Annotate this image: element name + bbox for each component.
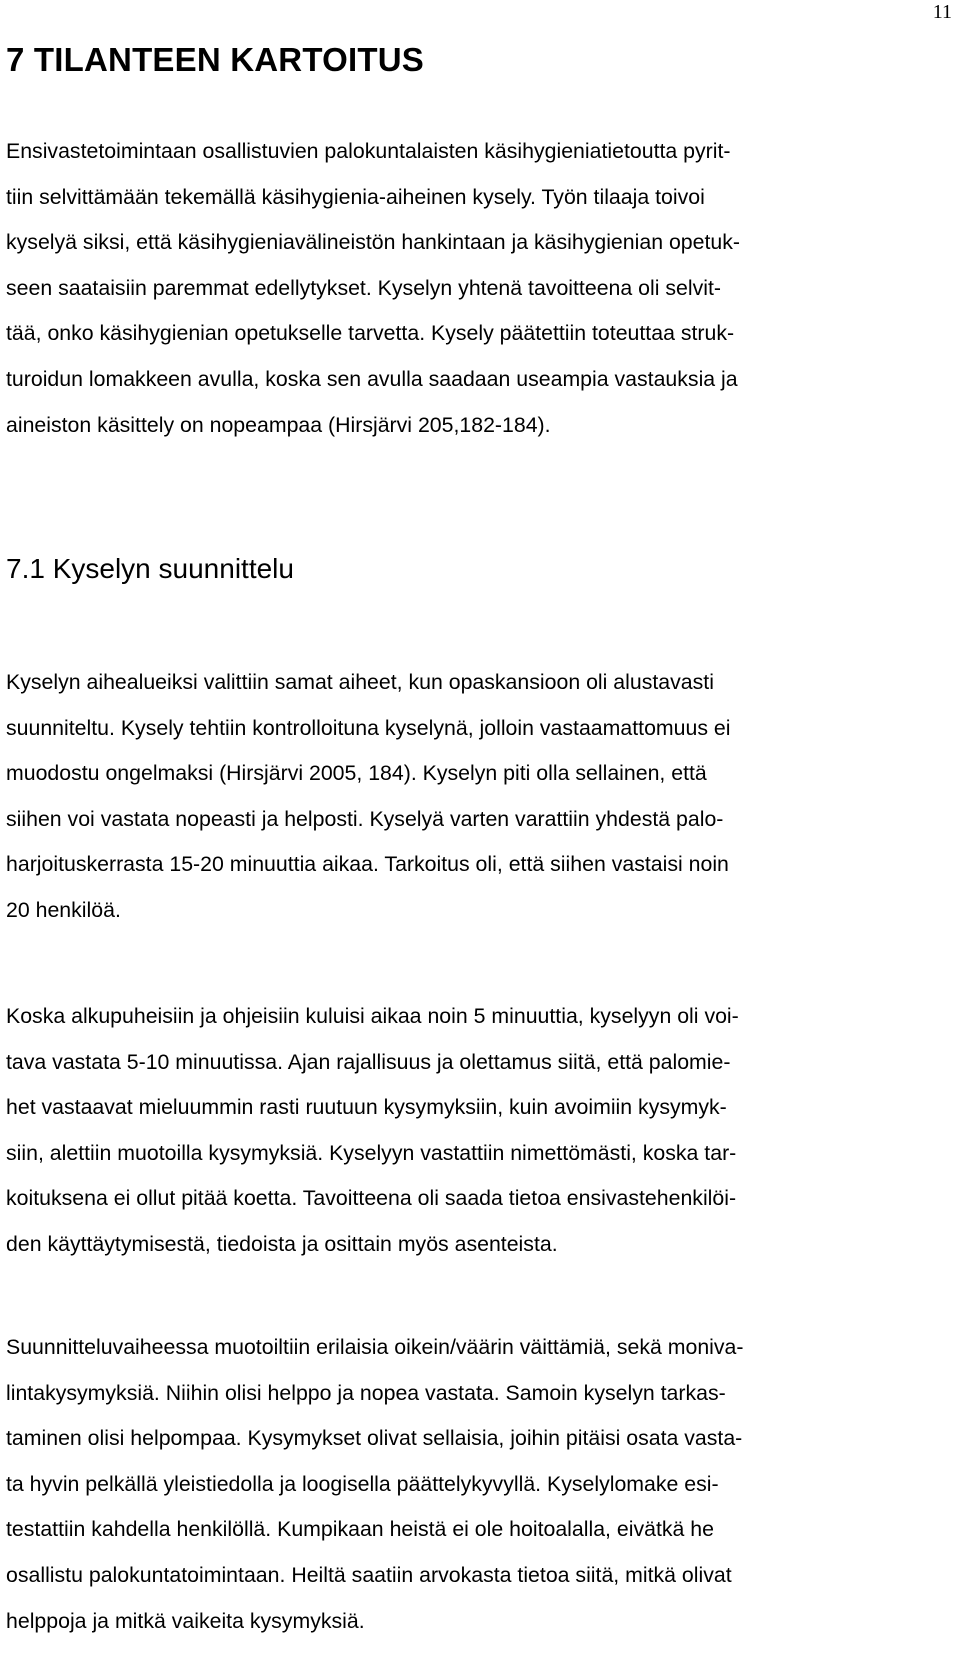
section-heading: 7.1 Kyselyn suunnittelu: [6, 553, 294, 584]
text-line: testattiin kahdella henkilöllä. Kumpikaan heistä ei ole hoitoalalla, eivätkä he: [6, 1517, 714, 1542]
text-line: tiin selvittämään tekemällä käsihygienia-aiheinen kysely. Työn tilaaja toivoi: [6, 184, 705, 209]
text-line: den käyttäytymisestä, tiedoista ja osittain myös asenteista.: [6, 1231, 558, 1256]
text-line: siin, alettiin muotoilla kysymyksiä. Kyselyyn vastattiin nimettömästi, koska tar-: [6, 1140, 737, 1165]
text-line: Ensivastetoimintaan osallistuvien palokuntalaisten käsihygieniatietoutta pyrit-: [6, 139, 731, 163]
text-line: helppoja ja mitkä vaikeita kysymyksiä.: [6, 1608, 365, 1633]
chapter-heading: 7 TILANTEEN KARTOITUS: [6, 41, 424, 78]
text-line: aineiston käsittely on nopeampaa (Hirsjärvi 205,182-184).: [6, 412, 551, 437]
text-line: suunniteltu. Kysely tehtiin kontrolloituna kyselynä, jolloin vastaamattomuus ei: [6, 715, 731, 740]
text-line: muodostu ongelmaksi (Hirsjärvi 2005, 184). Kyselyn piti olla sellainen, että: [6, 761, 707, 786]
text-line: seen saataisiin paremmat edellytykset. Kyselyn yhtenä tavoitteena oli selvit-: [6, 275, 721, 300]
paragraph-topics: [6, 660, 956, 934]
text-line: osallistu palokuntatoimintaan. Heiltä saatiin arvokasta tietoa siitä, mitkä olivat: [6, 1562, 732, 1587]
text-line: taminen olisi helpompaa. Kysymykset olivat sellaisia, joihin pitäisi osata vasta-: [6, 1426, 743, 1451]
text-line: het vastaavat mieluummin rasti ruutuun kysymyksiin, kuin avoimiin kysymyk-: [6, 1095, 727, 1120]
text-line: harjoituskerrasta 15-20 minuuttia aikaa. Tarkoitus oli, että siihen vastaisi noin: [6, 852, 729, 877]
text-line: siihen voi vastata nopeasti ja helposti. Kyselyä varten varattiin yhdestä palo-: [6, 806, 724, 831]
text-line: koituksena ei ollut pitää koetta. Tavoitteena oli saada tietoa ensivastehenkilöi-: [6, 1186, 737, 1211]
paragraph-intro: [6, 129, 956, 448]
text-line: lintakysymyksiä. Niihin olisi helppo ja nopea vastata. Samoin kyselyn tarkas-: [6, 1380, 726, 1405]
text-line: tava vastata 5-10 minuutissa. Ajan rajallisuus ja olettamus siitä, että palomie-: [6, 1049, 731, 1074]
text-line: Koska alkupuheisiin ja ohjeisiin kuluisi aikaa noin 5 minuuttia, kyselyyn oli voi-: [6, 1004, 739, 1028]
text-line: Suunnitteluvaiheessa muotoiltiin erilaisia oikein/väärin väittämiä, sekä moniva-: [6, 1335, 744, 1359]
text-line: Kyselyn aihealueiksi valittiin samat aiheet, kun opaskansioon oli alustavasti: [6, 670, 714, 694]
page-number: 11: [932, 1, 952, 23]
paragraph-planning: [6, 1325, 956, 1644]
paragraph-timing: [6, 994, 956, 1268]
text-line: 20 henkilöä.: [6, 897, 121, 922]
text-line: kyselyä siksi, että käsihygieniavälineistön hankintaan ja käsihygienian opetuk-: [6, 230, 740, 255]
text-line: tää, onko käsihygienian opetukselle tarvetta. Kysely päätettiin toteuttaa struk-: [6, 321, 735, 346]
text-line: turoidun lomakkeen avulla, koska sen avulla saadaan useampia vastauksia ja: [6, 366, 738, 391]
text-line: ta hyvin pelkällä yleistiedolla ja loogisella päättelykyvyllä. Kyselylomake esi-: [6, 1471, 719, 1496]
